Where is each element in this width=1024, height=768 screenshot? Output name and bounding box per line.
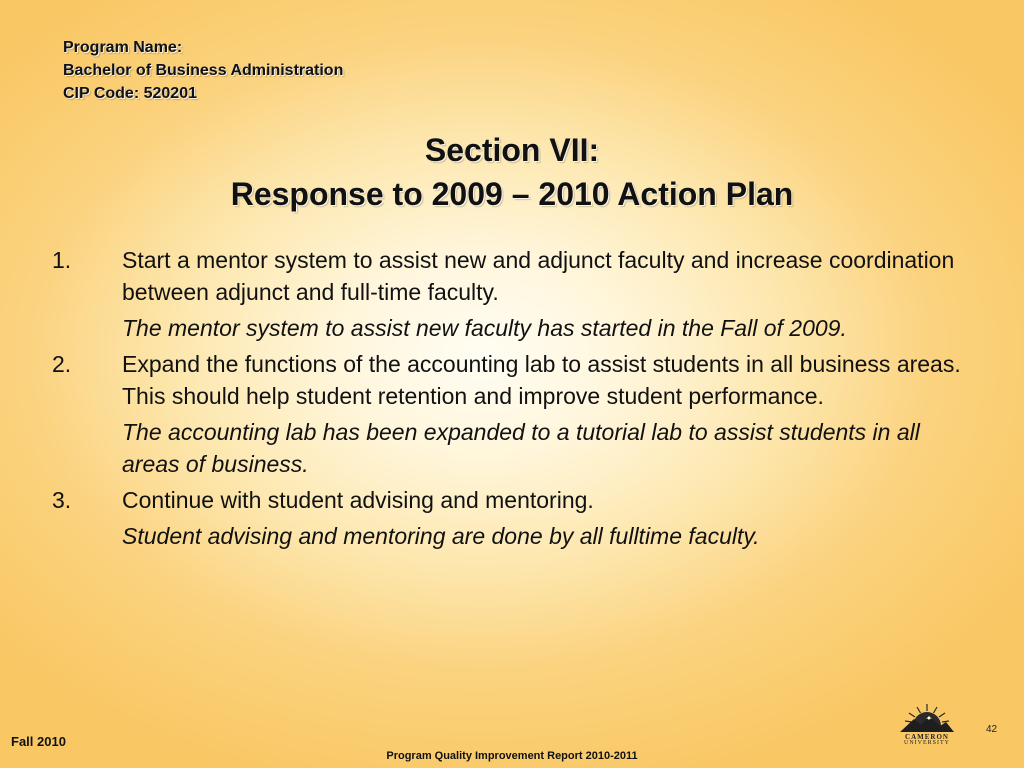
item-response: Student advising and mentoring are done by all fulltime faculty.	[122, 523, 760, 549]
action-item-3	[52, 484, 972, 556]
action-item-2	[52, 348, 972, 484]
slide-title-line-1: Section VII:	[424, 132, 600, 168]
item-response: The accounting lab has been expanded to a tutorial lab to assist students in all areas of business.	[122, 419, 920, 477]
item-number: 3.	[52, 487, 72, 513]
item-text: Expand the functions of the accounting lab to assist students in all business areas. This should help student retention and improve student performance.	[122, 351, 961, 409]
cip-code: CIP Code: 520201	[63, 85, 197, 102]
item-text: Start a mentor system to assist new and adjunct faculty and increase coordination between adjunct and full-time faculty.	[122, 247, 955, 305]
footer-term: Fall 2010	[11, 734, 66, 749]
item-number: 1.	[52, 247, 72, 273]
program-name-label: Program Name:	[63, 39, 183, 56]
item-text: Continue with student advising and mentoring.	[122, 487, 594, 513]
logo-name: CAMERON	[905, 733, 949, 741]
program-info	[63, 36, 343, 105]
action-item-1	[52, 244, 972, 348]
mountain-sun-icon	[896, 700, 958, 734]
slide-title	[0, 128, 1024, 216]
logo-subtitle: UNIVERSITY	[904, 740, 950, 746]
item-number: 2.	[52, 351, 72, 377]
program-name: Bachelor of Business Administration	[63, 62, 344, 79]
page-number: 42	[986, 724, 998, 735]
slide-title-line-2: Response to 2009 – 2010 Action Plan	[230, 176, 794, 212]
action-plan-list	[52, 244, 972, 556]
footer-report-title: Program Quality Improvement Report 2010-2011	[386, 750, 638, 762]
item-response: The mentor system to assist new faculty has started in the Fall of 2009.	[122, 315, 847, 341]
cameron-university-logo	[896, 700, 958, 748]
